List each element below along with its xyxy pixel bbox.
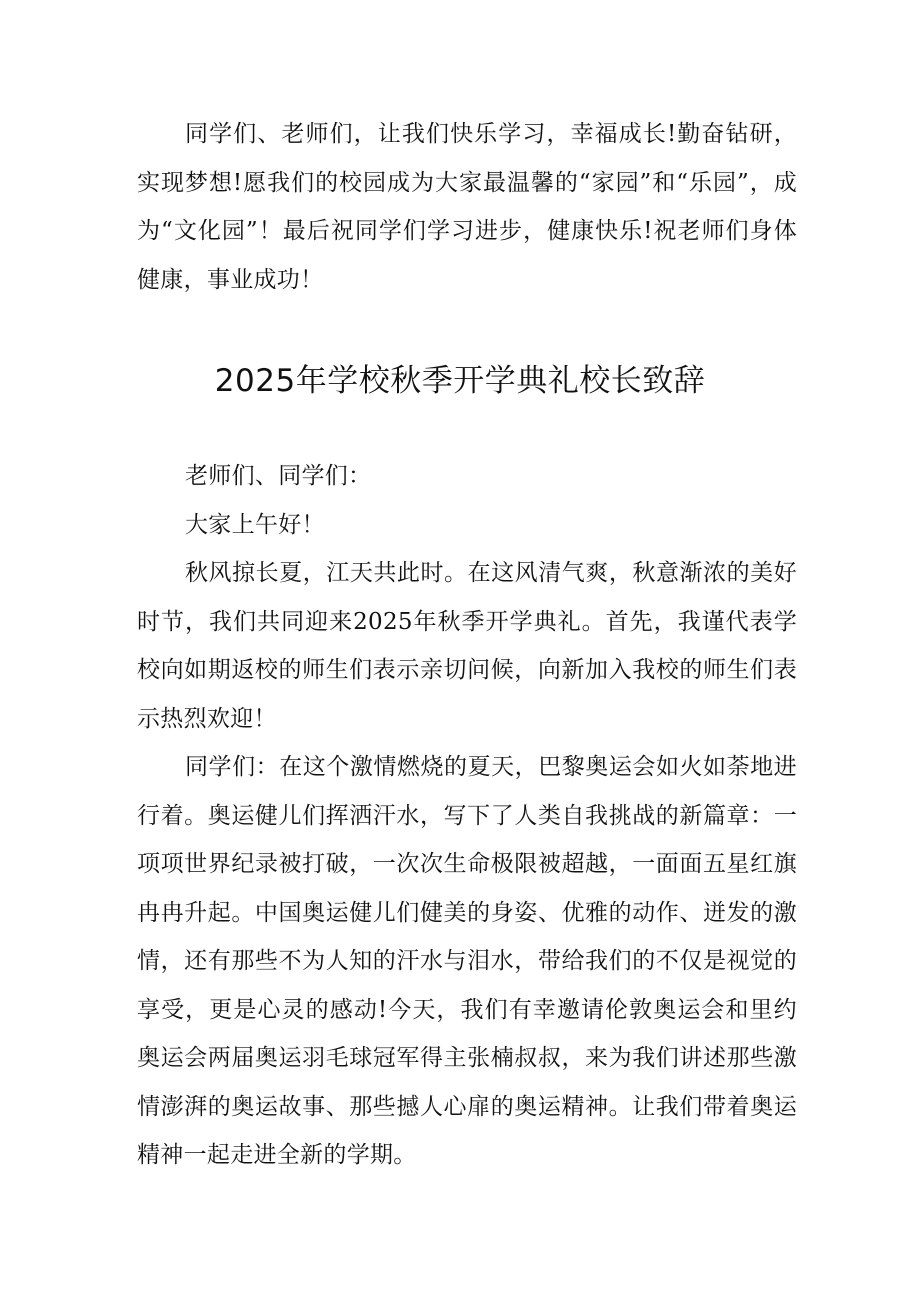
body-paragraph: 同学们：在这个激情燃烧的夏天，巴黎奥运会如火如荼地进行着。奥运健儿们挥洒汗水，写下了人类自我挑战的新篇章：一项项世界纪录被打破，一次次生命极限被超越，一面面五星红旗冉冉升起。中国奥运健儿们健美的身姿、优雅的动作、迸发的激情，还有那些不为人知的汗水与泪水，带给我们的不仅是视觉的享受，更是心灵的感动!今天，我们有幸邀请伦敦奥运会和里约奥运会两届奥运羽毛球冠军得主张楠叔叔，来为我们讲述那些激情澎湃的奥运故事、那些撼人心扉的奥运精神。让我们带着奥运精神一起走进全新的学期。 xyxy=(137,754,797,1168)
previous-speech-closing xyxy=(137,110,797,304)
body-paragraph: 秋风掠长夏，江天共此时。在这风清气爽，秋意渐浓的美好时节，我们共同迎来2025年秋季开学典礼。首先，我谨代表学校向如期返校的师生们表示亲切问候，向新加入我校的师生们表示热烈欢迎！ xyxy=(137,560,797,732)
speech-body xyxy=(137,452,797,1180)
greeting: 大家上午好！ xyxy=(185,511,325,538)
salutation: 老师们、同学们： xyxy=(185,463,372,489)
closing-paragraph: 同学们、老师们，让我们快乐学习，幸福成长!勤奋钻研，实现梦想!愿我们的校园成为大家最温馨的“家园”和“乐园”，成为“文化园”！最后祝同学们学习进步，健康快乐!祝老师们身体健康，事业成功！ xyxy=(137,121,797,293)
document-title: 2025年学校秋季开学典礼校长致辞 xyxy=(214,363,706,399)
